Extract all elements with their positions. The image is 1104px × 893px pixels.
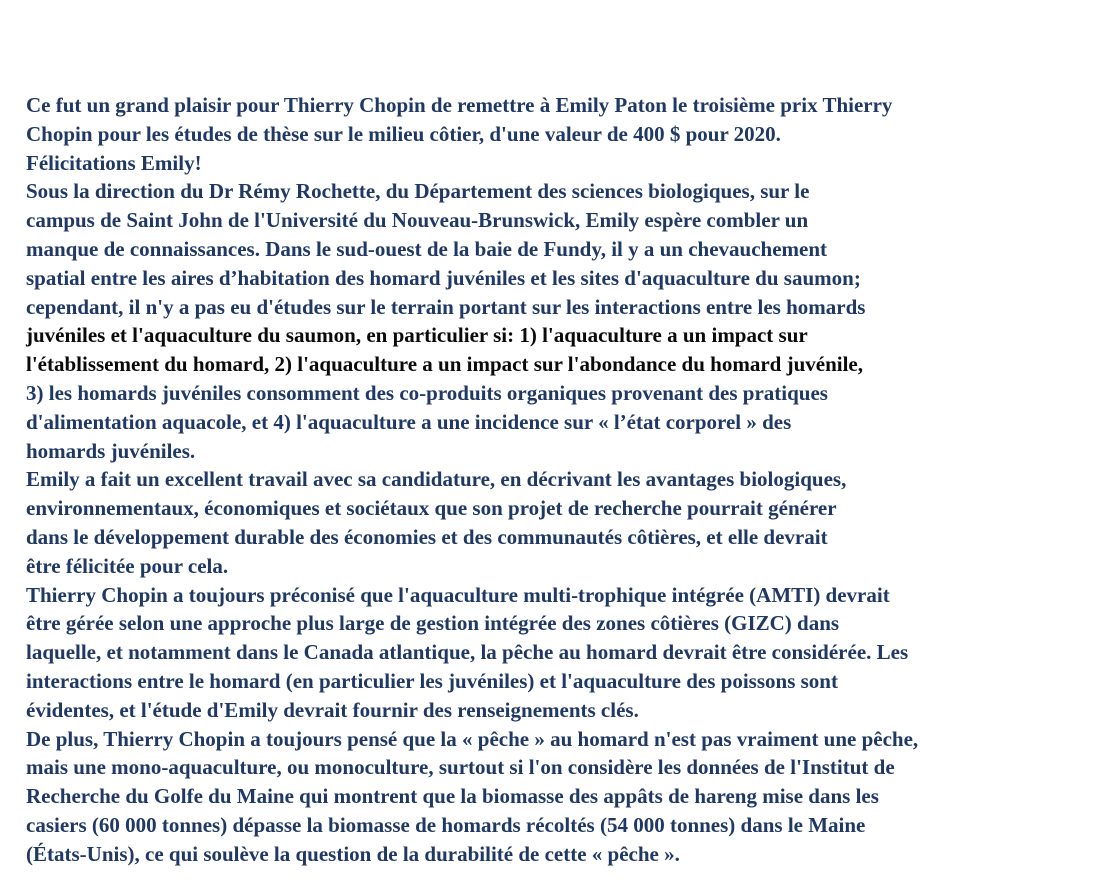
text-line: campus de Saint John de l'Université du Nouveau-Brunswick, Emily espère combler un	[26, 208, 809, 233]
text-line: casiers (60 000 tonnes) dépasse la biomasse de homards récoltés (54 000 tonnes) dans le Maine	[26, 812, 866, 837]
text-line: Ce fut un grand plaisir pour Thierry Chopin de remettre à Emily Paton le troisième prix Thierry	[26, 93, 893, 117]
text-line: laquelle, et notamment dans le Canada atlantique, la pêche au homard devrait être considérée. Les	[26, 640, 909, 665]
text-line: spatial entre les aires d’habitation des homard juvéniles et les sites d'aquaculture du saumon;	[26, 265, 861, 290]
text-line: être gérée selon une approche plus large de gestion intégrée des zones côtières (GIZC) dans	[26, 611, 840, 636]
text-line: dans le développement durable des économies et des communautés côtières, et elle devrait	[26, 524, 828, 549]
text-line: environnementaux, économiques et sociétaux que son projet de recherche pourrait générer	[26, 496, 837, 521]
text-line: évidentes, et l'étude d'Emily devrait fournir des renseignements clés.	[26, 697, 639, 722]
text-line: homards juvéniles.	[26, 438, 196, 463]
text-line: Emily a fait un excellent travail avec sa candidature, en décrivant les avantages biologiques,	[26, 467, 847, 492]
text-line: être félicitée pour cela.	[26, 553, 229, 578]
text-line: Sous la direction du Dr Rémy Rochette, du Département des sciences biologiques, sur le	[26, 179, 810, 204]
text-line: mais une mono-aquaculture, ou monoculture, surtout si l'on considère les données de l'Institut de	[26, 755, 895, 780]
document-body	[26, 91, 1096, 869]
text-line: interactions entre le homard (en particulier les juvéniles) et l'aquaculture des poissons sont	[26, 668, 838, 693]
text-line: De plus, Thierry Chopin a toujours pensé que la « pêche » au homard n'est pas vraiment une pêche,	[26, 726, 919, 751]
text-line: cependant, il n'y a pas eu d'études sur le terrain portant sur les interactions entre les homards	[26, 294, 866, 319]
text-line: Thierry Chopin a toujours préconisé que l'aquaculture multi-trophique intégrée (AMTI) devrait	[26, 582, 890, 607]
text-line: Félicitations Emily!	[26, 150, 202, 175]
text-line: d'alimentation aquacole, et 4) l'aquaculture a une incidence sur « l’état corporel » des	[26, 409, 792, 434]
text-line: Chopin pour les études de thèse sur le milieu côtier, d'une valeur de 400 $ pour 2020.	[26, 121, 781, 146]
text-line: 3) les homards juvéniles consomment des co-produits organiques provenant des pratiques	[26, 380, 828, 405]
text-line: juvéniles et l'aquaculture du saumon, en particulier si: 1) l'aquaculture a un impact sur	[26, 323, 808, 348]
text-line: manque de connaissances. Dans le sud-ouest de la baie de Fundy, il y a un chevauchement	[26, 236, 828, 261]
text-line: (États-Unis), ce qui soulève la question de la durabilité de cette « pêche ».	[26, 841, 680, 866]
text-line: Recherche du Golfe du Maine qui montrent que la biomasse des appâts de hareng mise dans les	[26, 784, 879, 809]
text-line: l'établissement du homard, 2) l'aquaculture a un impact sur l'abondance du homard juvénile,	[26, 352, 863, 377]
